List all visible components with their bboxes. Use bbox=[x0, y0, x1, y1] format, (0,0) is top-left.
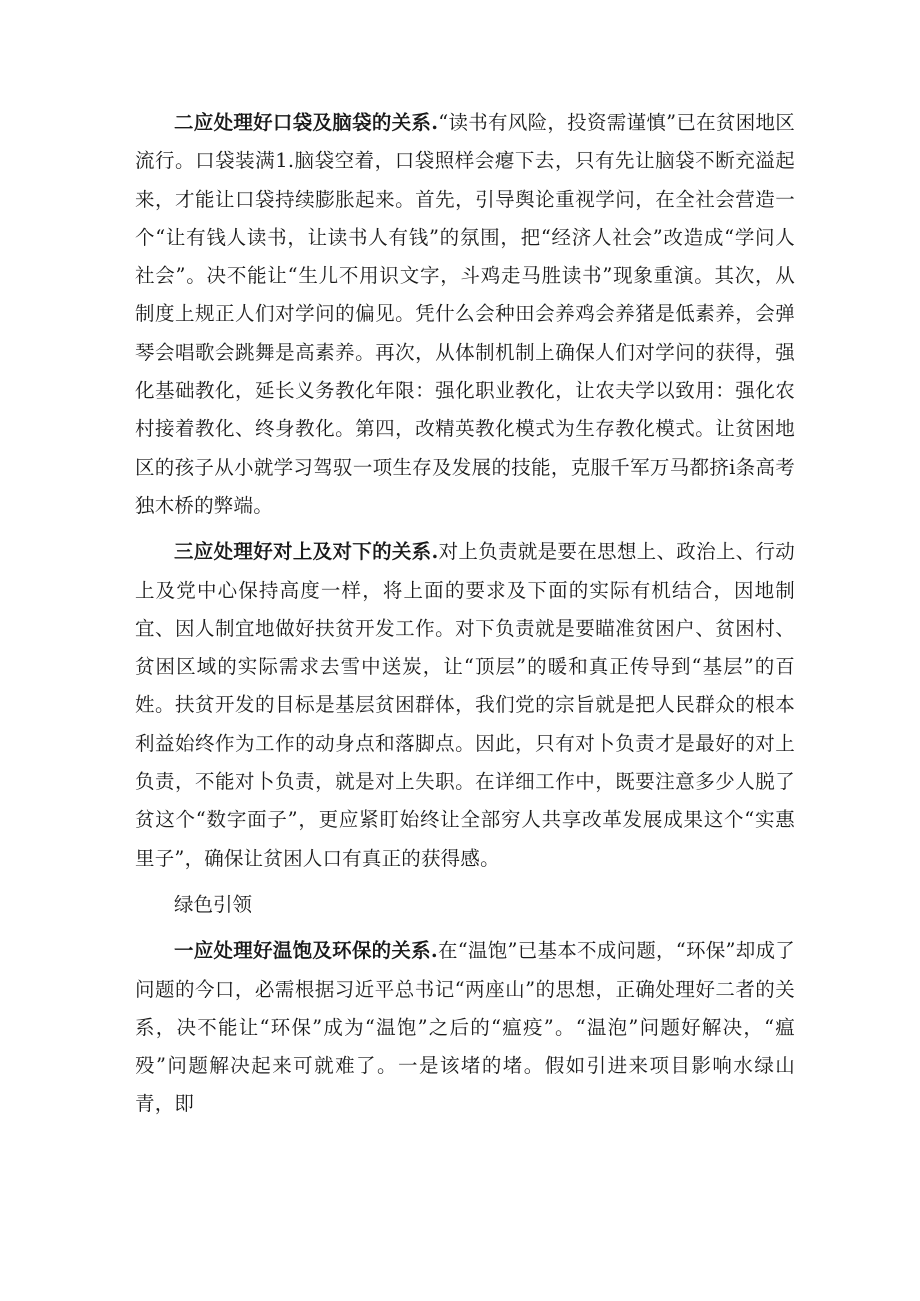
section-heading: 绿色引领 bbox=[174, 892, 253, 916]
paragraph-mouth-and-brain bbox=[135, 104, 795, 525]
paragraph-subsistence-and-environment bbox=[135, 932, 795, 1123]
paragraph-upward-and-downward bbox=[135, 533, 795, 878]
paragraph-heading: 三应处理好对上及对下的关系. bbox=[174, 540, 439, 564]
paragraph-body: “读书有风险，投资需谨慎”已在贫困地区流行。口袋装满1.脑袋空着，口袋照样会瘪下去，只有先让脑袋不断充溢起来，才能让口袋持续膨胀起来。首先，引导舆论重视学问，在全社会营造一个“让有钱人读书，让读书人有钱”的氛围，把“经济人社会”改造成“学问人社会”。决不能让“生儿不用识文字，斗鸡走马胜读书”现象重演。其次，从制度上规正人们对学问的偏见。凭什么会种田会养鸡会养猪是低素养，会弹琴会唱歌会跳舞是高素养。再次，从体制机制上确保人们对学问的获得，强化基础教化，延长义务教化年限：强化职业教化，让农夫学以致用：强化农村接着教化、终身教化。第四，改精英教化模式为生存教化模式。让贫困地区的孩子从小就学习驾驭一项生存及发展的技能，克服千军万马都挤i条高考独木桥的弊端。 bbox=[135, 111, 795, 517]
document-page bbox=[135, 104, 795, 1124]
paragraph-body: 对上负责就是要在思想上、政治上、行动上及党中心保持高度一样，将上面的要求及下面的实际有机结合，因地制宜、因人制宜地做好扶贫开发工作。对下负责就是要瞄准贫困户、贫困村、贫困区域的实际需求去雪中送炭，让“顶层”的暖和真正传导到“基层”的百姓。扶贫开发的目标是基层贫困群体，我们党的宗旨就是把人民群众的根本利益始终作为工作的动身点和落脚点。因此，只有对卜负责才是最好的对上负责，不能对卜负责，就是对上失职。在详细工作中，既要注意多少人脱了贫这个“数字面子”，更应紧盯始终让全部穷人共享改革发展成果这个“实惠里子”，确保让贫困人口有真正的获得感。 bbox=[135, 540, 795, 870]
paragraph-body: 在“温饱”已基本不成问题，“环保”却成了问题的今口，必需根据习近平总书记“两座山”的思想，正确处理好二者的关系，决不能让“环保”成为“温饱”之后的“瘟疫”。“温泡”问题好解决，“瘟殁”问题解决起来可就难了。一是该堵的堵。假如引进来项目影响水绿山青，即 bbox=[135, 939, 795, 1116]
paragraph-heading: 二应处理好口袋及脑袋的关系. bbox=[174, 111, 439, 134]
paragraph-heading: 一应处理好温饱及环保的关系. bbox=[174, 939, 438, 963]
